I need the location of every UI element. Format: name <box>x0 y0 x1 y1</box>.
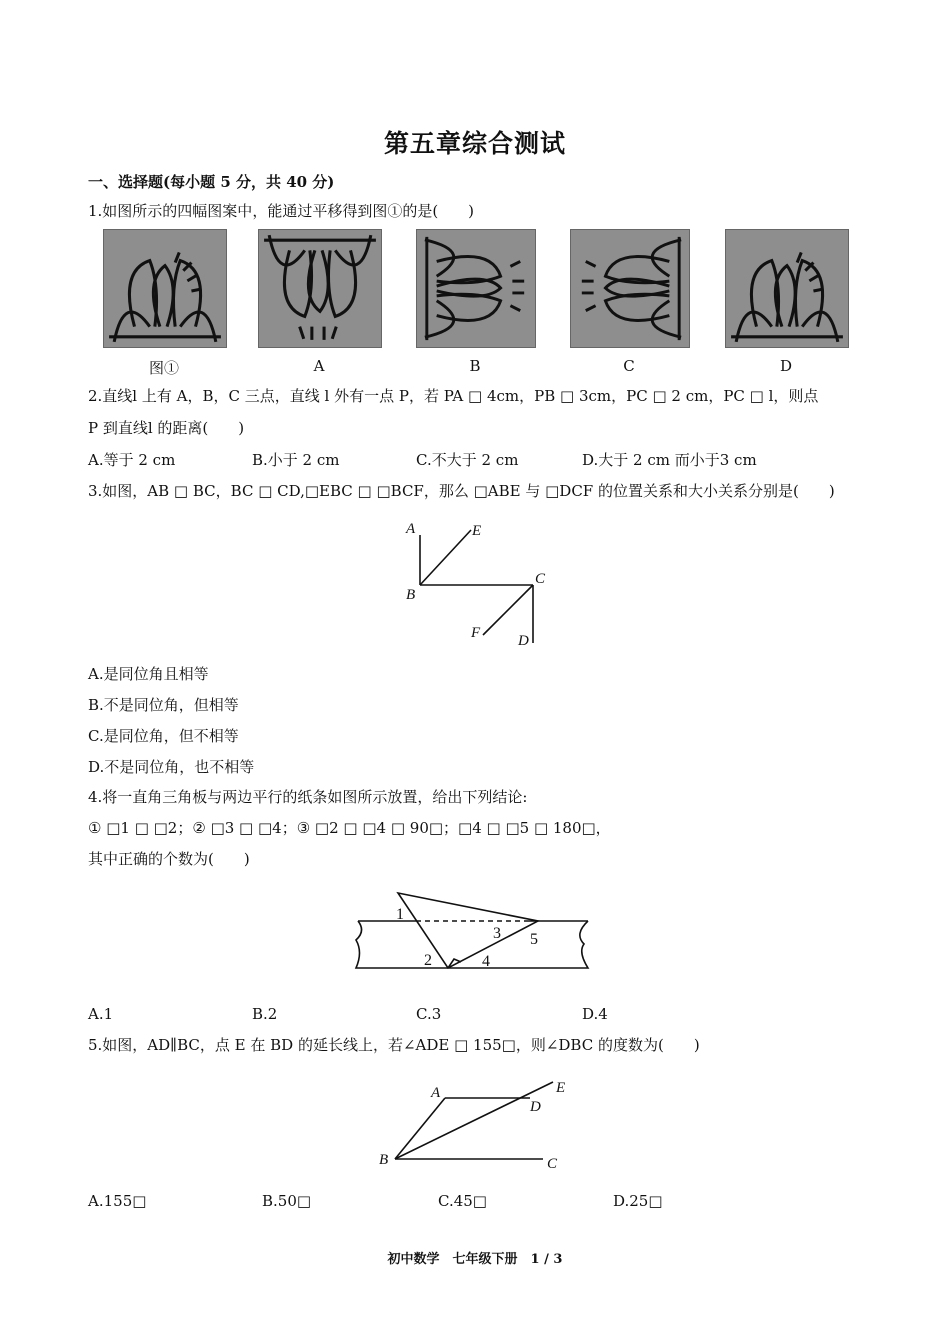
q4-label-2: 2 <box>424 952 432 969</box>
q3-option-c: C.是同位角，但不相等 <box>88 727 239 745</box>
q2-option-d: D.大于 2 cm 而小于3 cm <box>582 451 757 469</box>
caption-a: A <box>313 357 325 375</box>
caption-b: B <box>469 357 481 375</box>
section-heading: 一、选择题(每小题 5 分，共 40 分) <box>88 173 335 191</box>
q5-option-c: C.45□ <box>438 1192 487 1210</box>
q4-option-c: C.3 <box>416 1005 442 1023</box>
q5-figure <box>375 1073 575 1173</box>
q1-text: 1.如图所示的四幅图案中，能通过平移得到图①的是( ) <box>88 202 475 220</box>
q3-option-a: A.是同位角且相等 <box>88 665 209 683</box>
q5-option-b: B.50□ <box>262 1192 312 1210</box>
q4-line3: 其中正确的个数为( ) <box>88 850 250 868</box>
q3-label-b: B <box>406 587 416 603</box>
q5-text: 5.如图，AD∥BC，点 E 在 BD 的延长线上，若∠ADE □ 155□，则∠DBC 的度数为( ) <box>88 1036 700 1054</box>
q3-label-f: F <box>471 625 481 641</box>
q5-option-d: D.25□ <box>613 1192 663 1210</box>
page-footer: 初中数学 七年级下册 1 / 3 <box>387 1252 563 1267</box>
q5-option-a: A.155□ <box>88 1192 147 1210</box>
pattern-figure-1 <box>103 229 227 348</box>
pattern-option-b <box>416 229 536 348</box>
pattern-option-c <box>570 229 690 348</box>
caption-c: C <box>623 357 635 375</box>
q2-line1: 2.直线l 上有 A，B，C 三点，直线 l 外有一点 P，若 PA □ 4cm，PB □ 3cm，PC □ 2 cm，PC □ l，则点 <box>88 387 819 405</box>
q5-label-e: E <box>556 1080 566 1096</box>
q4-label-3: 3 <box>493 925 501 942</box>
q4-option-d: D.4 <box>582 1005 608 1023</box>
page-title: 第五章综合测试 <box>383 129 566 158</box>
q2-option-a: A.等于 2 cm <box>88 451 176 469</box>
q4-label-4: 4 <box>482 953 490 970</box>
q4-label-5: 5 <box>530 931 538 948</box>
q5-label-a: A <box>431 1085 441 1101</box>
q4-figure <box>348 888 598 978</box>
q3-label-d: D <box>518 633 529 649</box>
q3-label-e: E <box>472 523 482 539</box>
q3-option-b: B.不是同位角，但相等 <box>88 696 239 714</box>
q2-line2: P 到直线l 的距离( ) <box>88 419 245 437</box>
q5-label-c: C <box>547 1156 558 1172</box>
q2-option-b: B.小于 2 cm <box>252 451 340 469</box>
q3-figure <box>395 515 565 650</box>
q3-label-a: A <box>406 521 416 537</box>
q3-label-c: C <box>535 571 546 587</box>
q3-option-d: D.不是同位角，也不相等 <box>88 758 255 776</box>
q3-text: 3.如图，AB □ BC，BC □ CD,□EBC □ □BCF，那么 □ABE 与 □DCF 的位置关系和大小关系分别是( ) <box>88 482 835 500</box>
q2-option-c: C.不大于 2 cm <box>416 451 519 469</box>
q5-label-b: B <box>379 1152 389 1168</box>
pattern-option-d <box>725 229 849 348</box>
q5-label-d: D <box>530 1099 541 1115</box>
q4-label-1: 1 <box>396 906 404 923</box>
pattern-option-a <box>258 229 382 348</box>
caption-figure-1: 图① <box>148 359 179 377</box>
q4-option-b: B.2 <box>252 1005 278 1023</box>
q4-option-a: A.1 <box>88 1005 114 1023</box>
q4-line1: 4.将一直角三角板与两边平行的纸条如图所示放置，给出下列结论: <box>88 788 528 806</box>
q4-line2: ① □1 □ □2；② □3 □ □4；③ □2 □ □4 □ 90□；□4 □ □5 □ 180□， <box>88 819 611 837</box>
caption-d: D <box>779 357 793 375</box>
